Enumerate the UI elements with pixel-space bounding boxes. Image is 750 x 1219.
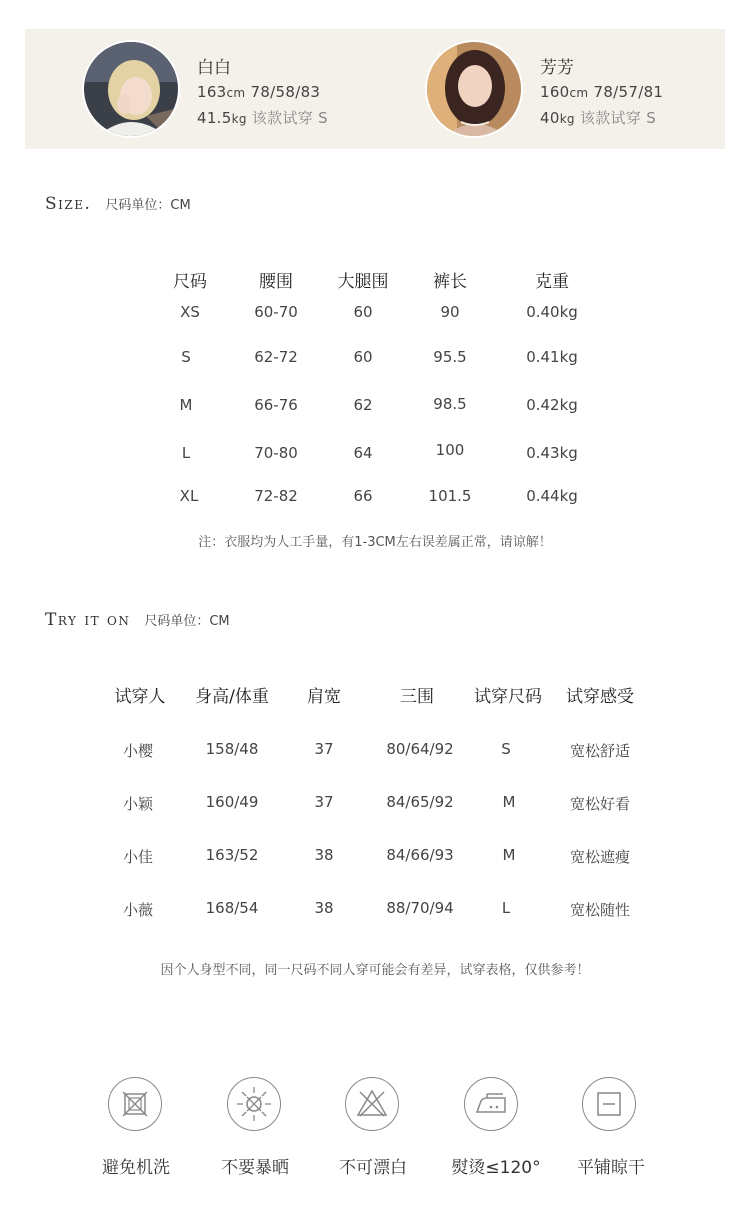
model-weight-unit: kg [559, 112, 575, 126]
try-header-feel: 试穿感受 [566, 687, 634, 707]
try-header-measurements: 三围 [400, 687, 434, 707]
size-cell: 64 [353, 444, 373, 462]
try-cell: 168/54 [205, 899, 259, 917]
model-weight-size [197, 107, 328, 128]
care-label: 避免机洗 [102, 1158, 170, 1178]
model-avatar-1 [82, 40, 180, 138]
try-note: 因个人身型不同，同一尺码不同人穿可能会有差异，试穿表格，仅供参考！ [160, 963, 590, 978]
try-section-title: Try it on [45, 610, 131, 630]
try-cell: 84/66/93 [386, 846, 454, 864]
size-cell: M [179, 396, 193, 414]
try-cell: 84/65/92 [386, 793, 454, 811]
model-weight: 41.5 [197, 109, 232, 127]
size-cell: 95.5 [433, 348, 467, 366]
try-section-header [45, 610, 230, 630]
size-cell: 66 [353, 487, 373, 505]
size-cell: L [181, 444, 191, 462]
model-name: 白白 [197, 58, 231, 78]
size-cell: 66-76 [254, 396, 298, 414]
model-weight-size [540, 107, 656, 128]
try-cell: 宽松舒适 [569, 742, 631, 760]
size-header-size: 尺码 [173, 272, 207, 292]
size-cell: 70-80 [254, 444, 298, 462]
model-height: 160 [540, 83, 570, 101]
size-cell: XL [179, 487, 199, 505]
model-name: 芳芳 [540, 58, 574, 78]
size-cell: 100 [435, 441, 465, 459]
model-height-measurements [540, 83, 663, 101]
try-cell: 宽松随性 [569, 901, 631, 919]
model-card-1 [25, 29, 375, 149]
try-cell: 160/49 [205, 793, 259, 811]
size-header-length: 裤长 [433, 272, 467, 292]
size-header-thigh: 大腿围 [337, 272, 389, 292]
try-cell: 80/64/92 [386, 740, 454, 758]
size-cell: 0.40kg [526, 303, 578, 321]
try-cell: 小薇 [122, 901, 154, 919]
try-cell: 37 [314, 740, 334, 758]
no-sun-exposure-icon [227, 1077, 281, 1131]
try-cell: 小樱 [122, 742, 154, 760]
try-cell: S [501, 740, 511, 758]
model-weight: 40 [540, 109, 560, 127]
try-cell: 小颖 [122, 795, 154, 813]
size-section-unit: 尺码单位：CM [105, 198, 191, 213]
try-cell: 小佳 [122, 848, 154, 866]
size-cell: 60 [353, 303, 373, 321]
try-cell: 宽松遮瘦 [569, 848, 631, 866]
care-label: 不要暴晒 [221, 1158, 289, 1178]
size-cell: 62-72 [254, 348, 298, 366]
try-header-height-weight: 身高/体重 [195, 687, 269, 707]
try-cell: 88/70/94 [386, 899, 454, 917]
try-cell: 37 [314, 793, 334, 811]
try-cell: M [502, 793, 516, 811]
size-header-weight: 克重 [535, 272, 569, 292]
try-section-unit: 尺码单位：CM [144, 614, 230, 629]
model-height: 163 [197, 83, 227, 101]
size-header-waist: 腰围 [259, 272, 293, 292]
model-height-unit: cm [569, 86, 589, 100]
model-measurements: 78/58/83 [250, 83, 321, 101]
try-cell: 38 [314, 899, 334, 917]
size-cell: 72-82 [254, 487, 298, 505]
size-cell: XS [180, 303, 200, 321]
size-cell: 0.42kg [526, 396, 578, 414]
model-weight-unit: kg [231, 112, 247, 126]
size-note: 注：衣服均为人工手量，有1-3CM左右误差属正常，请谅解！ [198, 535, 552, 550]
try-cell: M [502, 846, 516, 864]
size-cell: 0.44kg [526, 487, 578, 505]
size-cell: 0.41kg [526, 348, 578, 366]
model-try-size: 该款试穿 S [251, 109, 328, 127]
care-label: 熨烫≤120° [451, 1158, 541, 1178]
try-cell: 163/52 [205, 846, 259, 864]
size-section-title: Size. [45, 194, 92, 214]
model-try-size: 该款试穿 S [579, 109, 657, 127]
model-info-banner [25, 29, 725, 149]
try-header-shoulder: 肩宽 [307, 687, 341, 707]
model-height-measurements [197, 83, 320, 101]
size-cell: S [181, 348, 191, 366]
dry-flat-icon [582, 1077, 636, 1131]
try-cell: 宽松好看 [569, 795, 631, 813]
no-machine-wash-icon [108, 1077, 162, 1131]
size-cell: 98.5 [433, 395, 467, 413]
size-cell: 60-70 [254, 303, 298, 321]
size-cell: 0.43kg [526, 444, 578, 462]
size-cell: 62 [353, 396, 373, 414]
model-height-unit: cm [226, 86, 246, 100]
size-cell: 101.5 [428, 487, 472, 505]
model-avatar-2 [425, 40, 523, 138]
no-bleach-icon [345, 1077, 399, 1131]
care-label: 不可漂白 [339, 1158, 407, 1178]
try-header-size: 试穿尺码 [474, 687, 542, 707]
model-card-2 [375, 29, 725, 149]
try-cell: 38 [314, 846, 334, 864]
model-measurements: 78/57/81 [593, 83, 664, 101]
care-label: 平铺晾干 [577, 1158, 645, 1178]
try-header-person: 试穿人 [114, 687, 166, 707]
size-cell: 60 [353, 348, 373, 366]
try-cell: 158/48 [205, 740, 259, 758]
size-cell: 90 [440, 303, 460, 321]
size-section-header [45, 194, 191, 214]
iron-low-temp-icon [464, 1077, 518, 1131]
try-cell: L [501, 899, 511, 917]
